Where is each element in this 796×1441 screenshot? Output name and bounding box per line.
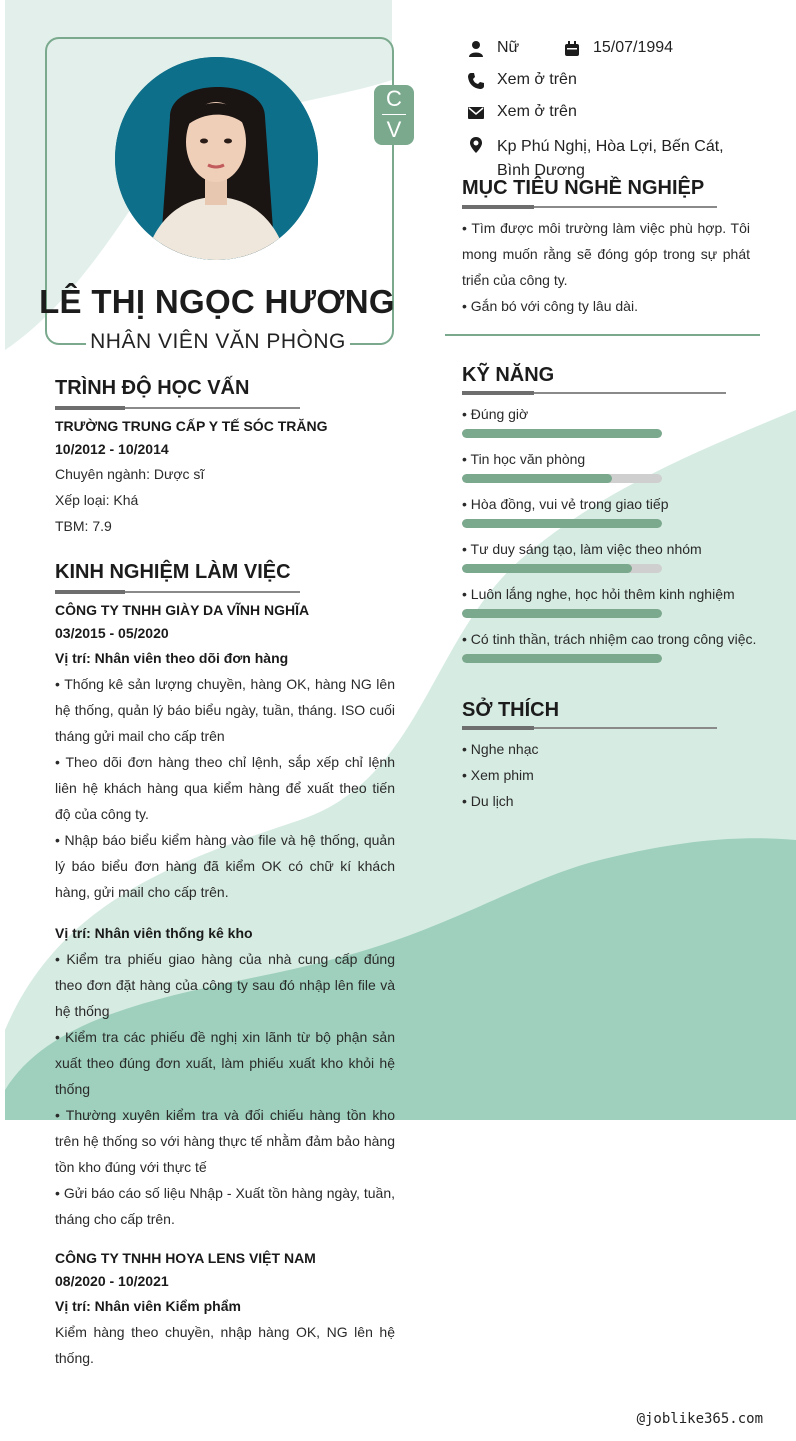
objective-divider (445, 334, 760, 336)
skill-bar-fill (462, 519, 662, 528)
education-major: Chuyên ngành: Dược sĩ (55, 466, 205, 482)
dob-value: 15/07/1994 (593, 39, 674, 56)
role-2-duty: • Kiểm tra phiếu giao hàng của nhà cung cấp đúng theo đơn đặt hàng của công ty sau đó nhập lên file và hệ thống (55, 951, 395, 1019)
hobbies-heading: SỞ THÍCH (462, 699, 560, 721)
role-1-duties (55, 671, 395, 905)
role-2-duty: • Thường xuyên kiểm tra và đối chiếu hàng tồn kho trên hệ thống so với hàng thực tế nhằm đảm bảo hàng tồn kho đúng với thực tế (55, 1107, 395, 1175)
portrait-illustration (115, 57, 318, 260)
skill-label: • Có tinh thần, trách nhiệm cao trong công việc. (462, 631, 757, 647)
role-1-duty: • Thống kê sản lượng chuyền, hàng OK, hàng NG lên hệ thống, quản lý báo biểu ngày, tuần, tháng. ISO cuối tháng gửi mail cho cấp trên (55, 676, 395, 744)
profile-photo (115, 57, 318, 260)
skill-label: • Luôn lắng nghe, học hỏi thêm kinh nghiệm (462, 586, 735, 602)
gender-field (497, 39, 519, 57)
skill-bar (462, 654, 662, 663)
person-icon (467, 40, 485, 58)
education-period: 10/2012 - 10/2014 (55, 441, 169, 457)
skill-label: • Đúng giờ (462, 406, 529, 422)
skill-bar-fill (462, 609, 662, 618)
address-field (497, 135, 724, 183)
phone-value: Xem ở trên (497, 71, 577, 88)
role-3-description: Kiểm hàng theo chuyền, nhập hàng OK, NG lên hệ thống. (55, 1324, 395, 1366)
footer-watermark: @joblike365.com (636, 1411, 763, 1427)
cv-badge-bottom: V (386, 117, 402, 142)
skill-label: • Tin học văn phòng (462, 451, 586, 467)
skill-label: • Tư duy sáng tạo, làm việc theo nhóm (462, 541, 702, 557)
objective-line-2: • Gắn bó với công ty lâu dài. (462, 298, 638, 314)
objective-text (462, 215, 750, 319)
address-line-2: Bình Dương (497, 162, 585, 179)
skills-rule (462, 392, 726, 394)
gender-value: Nữ (497, 39, 520, 56)
company-1-name: CÔNG TY TNHH GIÀY DA VĨNH NGHĨA (55, 602, 310, 618)
skill-bar-fill (462, 474, 612, 483)
phone-icon (467, 72, 485, 90)
dob-field (593, 39, 673, 57)
role-1-duty: • Nhập báo biểu kiểm hàng vào file và hệ thống, quản lý báo biểu đơn hàng đã kiểm OK có chữ kí khách hàng, gửi mail cho cấp trên. (55, 832, 395, 900)
skill-bar (462, 429, 662, 438)
phone-field (497, 71, 577, 89)
objective-line-1: • Tìm được môi trường làm việc phù hợp. Tôi mong muốn rằng sẽ đóng góp trong sự phát triển của công ty. (462, 220, 750, 288)
email-field (497, 103, 577, 121)
education-school: TRƯỜNG TRUNG CẤP Y TẾ SÓC TRĂNG (55, 418, 328, 434)
education-gpa: TBM: 7.9 (55, 518, 112, 534)
experience-heading: KINH NGHIỆM LÀM VIỆC (55, 561, 291, 583)
objective-heading: MỤC TIÊU NGHỀ NGHIỆP (462, 177, 705, 199)
role-2-duties (55, 946, 395, 1232)
skills-heading: KỸ NĂNG (462, 364, 555, 386)
company-2-period: 08/2020 - 10/2021 (55, 1273, 169, 1289)
role-2-duty: • Kiểm tra các phiếu đề nghị xin lãnh từ bộ phận sản xuất theo đúng đơn xuất, làm phiếu xuất kho khỏi hệ thống (55, 1029, 395, 1097)
location-pin-icon (467, 136, 485, 154)
role-1-duty: • Theo dõi đơn hàng theo chỉ lệnh, sắp xếp chỉ lệnh liên hệ khách hàng qua kiểm hàng để xuất theo tiến độ của công ty. (55, 754, 395, 822)
company-1-period: 03/2015 - 05/2020 (55, 625, 169, 641)
role-1-title: Vị trí: Nhân viên theo dõi đơn hàng (55, 650, 289, 666)
candidate-title: NHÂN VIÊN VĂN PHÒNG (86, 330, 350, 354)
education-heading: TRÌNH ĐỘ HỌC VẤN (55, 377, 250, 399)
skill-bar-fill (462, 429, 662, 438)
skill-bar (462, 519, 662, 528)
role-3-title: Vị trí: Nhân viên Kiểm phẩm (55, 1298, 241, 1314)
hobby-item: • Du lịch (462, 793, 514, 809)
mail-icon (467, 104, 485, 122)
cv-badge (374, 85, 414, 145)
role-2-duty: • Gửi báo cáo số liệu Nhập - Xuất tồn hàng ngày, tuần, tháng cho cấp trên. (55, 1185, 395, 1227)
hobby-item: • Nghe nhạc (462, 741, 539, 757)
hobbies-rule (462, 727, 717, 729)
skill-bar (462, 609, 662, 618)
hobby-item: • Xem phim (462, 767, 534, 783)
skill-bar-fill (462, 564, 632, 573)
candidate-name: LÊ THỊ NGỌC HƯƠNG (39, 283, 395, 320)
education-rule (55, 407, 300, 409)
education-rank: Xếp loại: Khá (55, 492, 139, 508)
company-2-name: CÔNG TY TNHH HOYA LENS VIỆT NAM (55, 1250, 316, 1266)
skill-bar (462, 474, 662, 483)
calendar-icon (563, 40, 581, 58)
cv-badge-top: C (386, 86, 402, 111)
skill-bar (462, 564, 662, 573)
experience-rule (55, 591, 300, 593)
role-2-title: Vị trí: Nhân viên thống kê kho (55, 925, 253, 941)
skill-bar-fill (462, 654, 662, 663)
address-line-1: Kp Phú Nghị, Hòa Lợi, Bến Cát, (497, 138, 724, 155)
skill-label: • Hòa đồng, vui vẻ trong giao tiếp (462, 496, 669, 512)
email-value: Xem ở trên (497, 103, 577, 120)
objective-rule (462, 206, 717, 208)
hobbies-list (462, 736, 539, 814)
